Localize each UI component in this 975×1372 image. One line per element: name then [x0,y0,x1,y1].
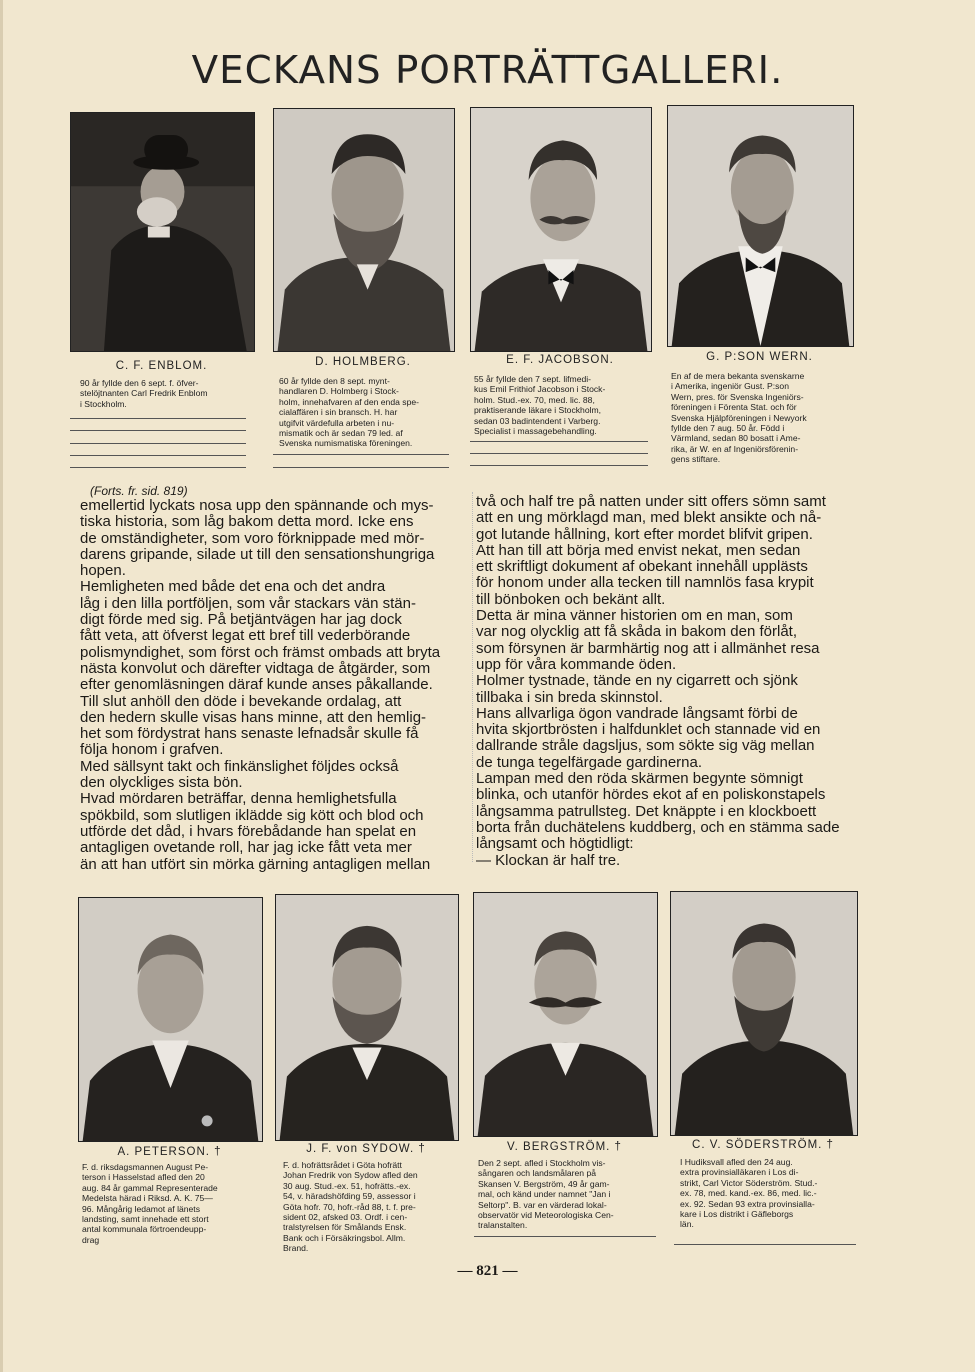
description-bergstrom [478,1158,656,1231]
text-line: ett skriftligt dokument af obekant innehåll upplästs [476,558,808,576]
description-line: Medelsta härad i Riksd. A. K. 75— [82,1193,213,1204]
description-line: 90 år fyllde den 6 sept. f. öfver- [80,378,199,388]
text-line: den hedern skulle visas hans minne, att den hemlig- [80,708,427,726]
portrait-photo-bergstrom [473,892,658,1137]
column-divider [472,492,473,862]
description-line: Svenska numismatiska föreningen. [279,438,413,449]
description-line: ex. 92. Sedan 93 extra provinsialla- [680,1198,815,1209]
text-line: dallrande stråle dagsljus, som sökte sig väg mellan [476,737,815,755]
text-line: antagligen ovetande roll, har jag icke fått veta mer [80,839,412,857]
text-line: digt förde med sig. På betjäntvägen har jag dock [80,611,402,629]
text-line: låg i den lilla portföljen, som vår stackars vän stän- [80,594,416,612]
text-line: Hemligheten med både det ena och det andra [80,578,386,596]
description-peterson [82,1162,260,1245]
description-line: Svenska Hjälpföreningen i Newyork [671,412,807,423]
blank-rule [470,465,648,466]
text-line: att en ung mörklagd man, med blekt ansikte och nå- [476,509,822,527]
text-line: polismyndighet, som först och främst ombads att bryta [80,643,441,661]
portrait-photo-icon [71,113,254,351]
portrait-photo-icon [668,106,853,346]
text-line: — Klockan är half tre. [476,851,621,869]
description-line: i Amerika, ingeniör Gust. P:son [671,381,789,392]
description-line: observatör vid Meteorologiska Cen- [478,1210,614,1221]
description-holmberg [279,376,451,449]
description-line: tralstyrelsen för Smålands Ensk. [283,1222,407,1233]
caption-wern: G. P:SON WERN. [706,351,813,363]
caption-bergstrom: V. BERGSTRÖM. † [507,1141,622,1153]
description-line: Brand. [283,1243,309,1254]
description-line: Göta hofr. 70, hofr.-råd 88, t. f. pre- [283,1201,416,1212]
text-line: var nog olycklig att få skåda in bakom den förlåt, [476,623,798,641]
description-soderstrom [680,1157,858,1230]
blank-rule [273,467,449,468]
blank-rule [674,1244,856,1245]
description-line: rika, är W. en af Ingeniörsförenin- [671,443,799,454]
description-line: tralanstalten. [478,1220,528,1231]
description-line: kare i Los distrikt i Gäfleborgs [680,1209,794,1220]
description-line: praktiserande läkare i Stockholm, [474,405,602,416]
text-line: till bönboken och bekänt allt. [476,590,666,608]
description-line: handlaren D. Holmberg i Stock- [279,386,399,397]
text-line: spökbild, som slutligen ikläddе sig kött och blod och [80,806,424,824]
description-line: holm, innehafvaren af den enda spe- [279,396,419,407]
text-line: hopen. [80,562,126,580]
description-line: Seltorp". B. var en värderad lokal- [478,1199,607,1210]
text-line: de omständigheter, som voro förknippade med mör- [80,529,425,547]
description-line: strikt, Carl Victor Söderström. Stud.- [680,1177,818,1188]
description-line: sångaren och landsmålaren på [478,1168,597,1179]
blank-rule [470,441,648,442]
description-line: cialaffären i sin bransch. H. har [279,407,398,418]
description-line: terson i Hasselstad afled den 20 [82,1172,205,1183]
caption-enblom: C. F. ENBLOM. [115,360,208,372]
caption-jacobson: E. F. JACOBSON. [506,354,614,366]
text-line: got lutande hållning, kort efter mordet blifvit gripen. [476,525,813,543]
text-line: borta från duchätelens kuddberg, och en stämma sade [476,818,840,836]
description-line: Wern, pres. för Svenska Ingeniörs- [671,391,804,402]
description-line: Bank och i Försäkringsbol. Allm. [283,1232,406,1243]
continuation-note: (Forts. fr. sid. 819) [90,484,188,498]
description-line: 30 aug. Stud.-ex. 51, hofrätts.-ex. [283,1180,411,1191]
portrait-photo-soderstrom [670,891,858,1136]
text-line: Till slut anhöll den döde i bevekande ordalag, att [80,692,402,710]
blank-rule [70,418,246,419]
text-line: fått veta, att öfverst legat ett bref till vederbörande [80,627,411,645]
text-line: darens gripande, silade ut till den sensationshungriga [80,545,435,563]
text-line: nästa konvolut och därefter vidtaga de åtgärder, som [80,659,431,677]
description-line: sident 02, afsked 03. Ordf. i cen- [283,1212,408,1223]
description-line: Den 2 sept. afled i Stockholm vis- [478,1158,606,1168]
portrait-photo-peterson [78,897,263,1142]
portrait-photo-icon [471,108,651,351]
text-line: blinka, och utanför hördes ekot af en poliskonstapels [476,786,826,804]
text-line: utförde det dåd, i hvars förebådande han spelat en [80,822,417,840]
article-left-column [80,498,450,873]
description-line: föreningen i Förenta Stat. och för [671,402,797,413]
description-line: län. [680,1219,694,1230]
description-line: 60 år fyllde den 8 sept. mynt- [279,376,390,386]
blank-rule [470,453,648,454]
description-sydow [283,1160,461,1254]
page-title: VECKANS PORTRÄTTGALLERI. [191,48,784,92]
description-line: drag [82,1234,100,1245]
portrait-photo-icon [79,898,262,1141]
text-line: upp för våra kommande öden. [476,655,677,673]
text-line: tiska historia, som låg bakom detta mord. Icke ens [80,513,414,531]
description-jacobson [474,374,649,436]
description-line: antal kommunala förtroendeupp- [82,1224,207,1235]
text-line: långsamma patrullsteg. Det knäppte i en klockboett [476,802,817,820]
description-line: 96. Mångårig ledamot af länets [82,1203,200,1214]
description-line: 55 år fyllde den 7 sept. lifmedi- [474,374,592,384]
description-line: i Stockholm. [80,398,127,409]
portrait-photo-icon [274,109,454,351]
article-right-column [476,494,858,869]
text-line: Hvad mördaren beträffar, denna hemlighetsfulla [80,790,397,808]
description-line: fyllde den 7 aug. 50 år. Född i [671,423,785,434]
text-line: Hans allvarliga ögon vandrade långsamt förbi de [476,704,798,722]
description-line: aug. 84 år gammal Representerade [82,1182,218,1193]
description-line: mal, och känd under namnet "Jan i [478,1189,611,1200]
page-number: — 821 — [457,1263,518,1279]
description-line: mismatik och är sedan 79 led. af [279,428,403,439]
text-line: de tunga tegelfärgade gardinerna. [476,753,703,771]
caption-sydow: J. F. von SYDOW. † [306,1143,426,1155]
text-line: hvita skjortbrösten i halfdunklet och stannade vid en [476,721,821,739]
portrait-photo-icon [474,893,657,1136]
description-line: F. d. riksdagsmannen August Pe- [82,1162,209,1172]
text-line: efter genomläsningen däraf kunde anses påkallande. [80,676,433,694]
description-line: Specialist i massagebehandling. [474,426,597,437]
description-line: I Hudiksvall afled den 24 aug. [680,1157,793,1167]
description-line: ex. 78, med. kand.-ex. 86, med. lic.- [680,1188,817,1199]
description-line: holm. Stud.-ex. 70, med. lic. 88, [474,394,595,405]
blank-rule [70,467,246,468]
caption-holmberg: D. HOLMBERG. [315,356,411,368]
blank-rule [70,430,246,431]
description-enblom [80,378,250,409]
text-line: Holmer tystnade, tände en ny cigarrett och sjönk [476,672,798,690]
description-line: extra provinsialläkaren i Los di- [680,1167,799,1178]
text-line: Detta är mina vänner historien om en man, som [476,607,793,625]
portrait-photo-jacobson [470,107,652,352]
description-line: Skansen V. Bergström, 49 år gam- [478,1178,610,1189]
blank-rule [273,454,449,455]
description-line: Värmland, sedan 80 bosatt i Ame- [671,433,801,444]
text-line: än att han utfört sin mörka gärning antagligen mellan [80,855,431,873]
description-line: sedan 03 badintendent i Varberg. [474,415,601,426]
blank-rule [474,1236,656,1237]
description-line: En af de mera bekanta svenskarne [671,371,805,381]
portrait-photo-icon [276,895,458,1140]
portrait-photo-holmberg [273,108,455,352]
blank-rule [70,443,246,444]
caption-peterson: A. PETERSON. † [117,1146,222,1158]
blank-rule [70,455,246,456]
description-line: utgifvit värdefulla arbeten i nu- [279,417,395,428]
caption-soderstrom: C. V. SÖDERSTRÖM. † [692,1139,834,1151]
text-line: för honom under alla tecken till namnlös fasa krypit [476,574,814,592]
text-line: tillbaka i sin breda skinnstol. [476,688,663,706]
portrait-photo-icon [671,892,857,1135]
description-line: F. d. hofrättsrådet i Göta hofrätt [283,1160,402,1170]
text-line: emellertid lyckats nosa upp den spännande och mys- [80,497,434,514]
description-line: stelöjtnanten Carl Fredrik Enblom [80,388,208,399]
description-line: gens stiftare. [671,454,721,465]
text-line: som försynen är barmhärtig nog att i allmänhet resa [476,639,820,657]
description-line: 54, v. häradshöfding 59, assessor i [283,1191,416,1202]
description-line: Johan Fredrik von Sydow afled den [283,1170,418,1181]
portrait-photo-sydow [275,894,459,1141]
text-line: Lampan med den röda skärmen begynte sömnigt [476,770,803,788]
text-line: två och half tre på natten under sitt offers sömn samt [476,493,826,510]
text-line: följa honom i grafven. [80,741,224,759]
portrait-photo-enblom [70,112,255,352]
description-line: kus Emil Frithiof Jacobson i Stock- [474,384,606,395]
text-line: den olyckliges sista bön. [80,774,243,792]
text-line: Med sällsynt takt och finkänslighet följdes också [80,757,399,775]
portrait-photo-wern [667,105,854,347]
description-line: landsting, samt innehade ett stort [82,1214,209,1225]
text-line: långsamt och högtidligt: [476,835,634,853]
text-line: het som fördystrat hans senaste lefnadsår skulle få [80,725,419,743]
text-line: Att han till att börja med envist nekat, men sedan [476,541,801,559]
description-wern [671,371,853,465]
